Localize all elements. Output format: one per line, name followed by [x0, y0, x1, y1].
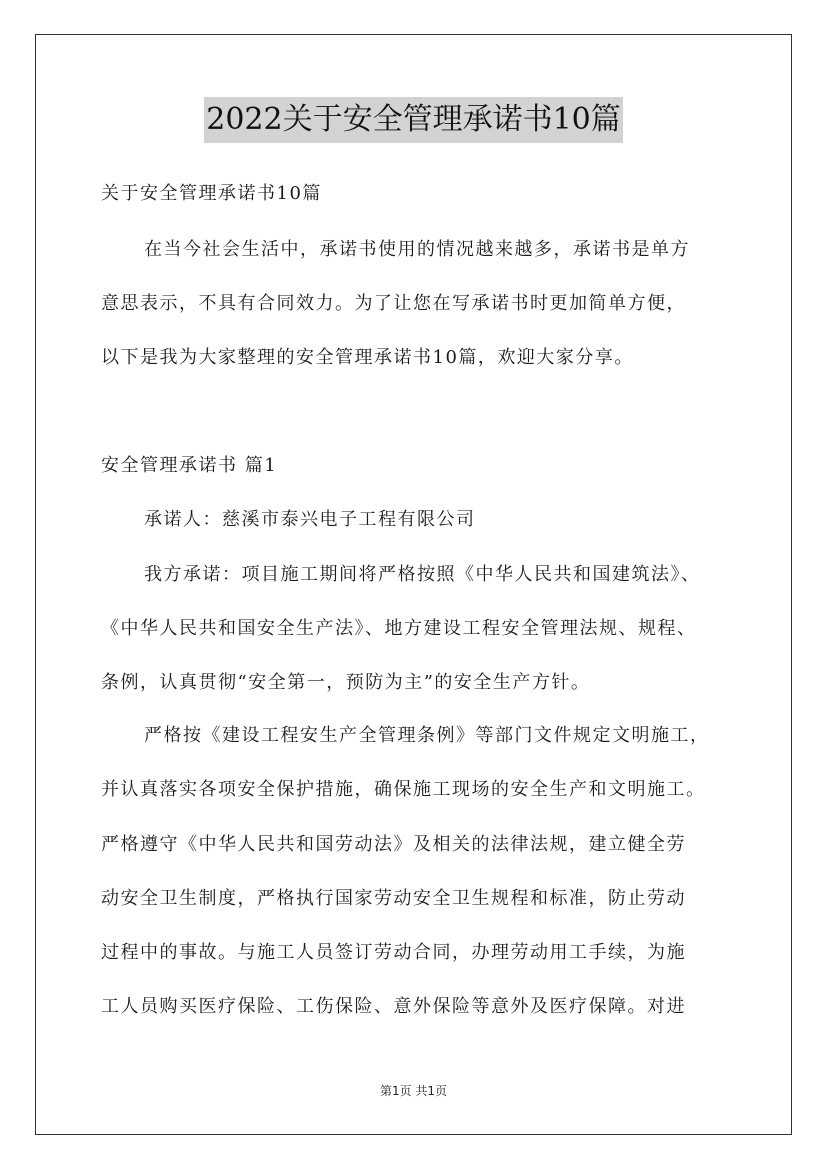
body-line-2: 我方承诺：项目施工期间将严格按照《中华人民共和国建筑法》、	[144, 564, 701, 585]
intro-line-3: 以下是我为大家整理的安全管理承诺书10篇，欢迎大家分享。	[101, 347, 634, 368]
document-title: 2022关于安全管理承诺书10篇	[204, 97, 623, 143]
body-line-8: 动安全卫生制度，严格执行国家劳动安全卫生规程和标准，防止劳动	[101, 888, 686, 909]
body-line-4: 条例，认真贯彻“安全第一，预防为主”的安全生产方针。	[101, 672, 591, 693]
body-line-5: 严格按《建设工程安生产全管理条例》等部门文件规定文明施工，	[144, 725, 710, 746]
body-line-10: 工人员购买医疗保险、工伤保险、意外保险等意外及医疗保障。对进	[101, 996, 686, 1017]
intro-line-2: 意思表示，不具有合同效力。为了让您在写承诺书时更加简单方便，	[101, 293, 686, 314]
body-line-3: 《中华人民共和国安全生产法》、地方建设工程安全管理法规、规程、	[101, 618, 697, 639]
section-heading: 安全管理承诺书 篇1	[101, 455, 278, 476]
body-line-7: 严格遵守《中华人民共和国劳动法》及相关的法律法规，建立健全劳	[101, 834, 686, 855]
body-line-6: 并认真落实各项安全保护措施，确保施工现场的安全生产和文明施工。	[101, 779, 706, 800]
intro-line-1: 在当今社会生活中，承诺书使用的情况越来越多，承诺书是单方	[144, 239, 690, 260]
body-line-1: 承诺人：慈溪市泰兴电子工程有限公司	[144, 509, 476, 530]
page-footer: 第1页 共1页	[379, 1084, 448, 1098]
document-subtitle: 关于安全管理承诺书10篇	[101, 183, 322, 204]
title-wrap	[0, 97, 827, 143]
body-line-9: 过程中的事故。与施工人员签订劳动合同，办理劳动用工手续，为施	[101, 942, 686, 963]
